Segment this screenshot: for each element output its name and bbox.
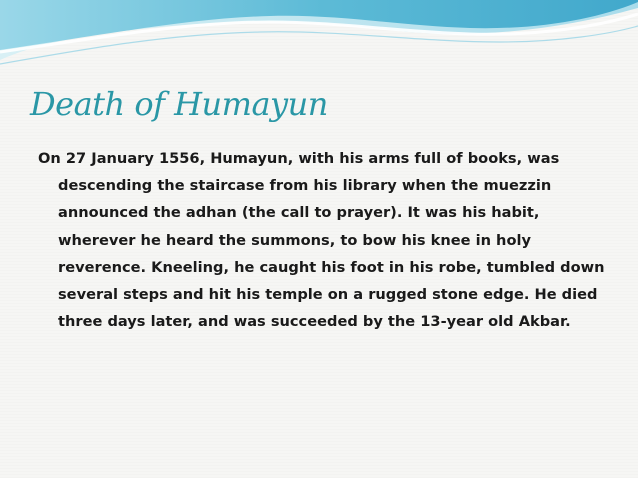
slide-title: Death of Humayun	[30, 85, 328, 123]
wave-header-decoration	[0, 0, 638, 80]
slide-body-text: On 27 January 1556, Humayun, with his arms full of books, was descending the staircase from his library when the muezzin announced the adhan (the call to prayer). It was his habit, wherever he heard the summons, to bow his knee in holy reverence. Kneeling, he caught his foot in his robe, tumbled down several steps and hit his temple on a rugged stone edge. He died three days later, and was succeeded by the 13-year old Akbar.	[38, 150, 605, 331]
